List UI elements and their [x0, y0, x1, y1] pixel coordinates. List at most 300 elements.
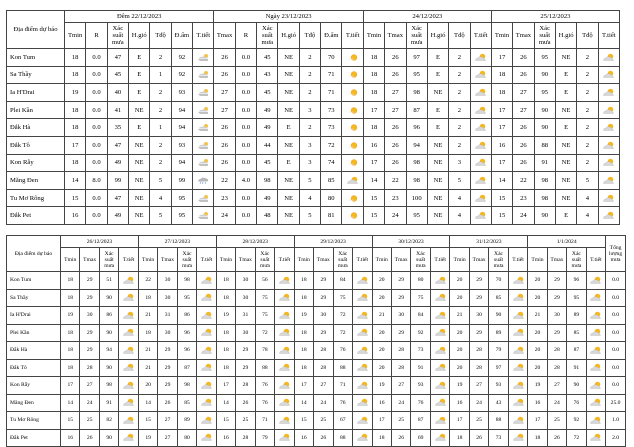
value-cell: 19: [138, 429, 157, 447]
value-cell: 88: [534, 136, 555, 154]
location-name: Đắk Pet: [7, 207, 65, 225]
value-cell: 0.0: [235, 84, 256, 102]
value-cell: NE: [278, 189, 299, 207]
column-header: Xác suất mưa: [567, 248, 586, 272]
value-cell: 73: [411, 342, 430, 360]
location-name: Sa Thầy: [7, 66, 65, 84]
value-cell: 25: [314, 412, 333, 430]
total-rain-cell: 0.0: [606, 307, 626, 325]
weather-cell: [470, 136, 491, 154]
weather-cell: [470, 189, 491, 207]
value-cell: 0.0: [86, 49, 107, 67]
weather-cell: [119, 324, 138, 342]
value-cell: NE: [427, 207, 448, 225]
value-cell: 72: [567, 429, 586, 447]
value-cell: 30: [158, 324, 177, 342]
column-header: Xác suất mưa: [489, 248, 508, 272]
value-cell: 94: [406, 136, 427, 154]
value-cell: 4: [449, 207, 470, 225]
value-cell: 26: [391, 429, 410, 447]
fog-icon: [196, 71, 211, 78]
column-header: H.gió: [555, 23, 576, 49]
value-cell: 1: [150, 66, 171, 84]
table-row: [7, 136, 620, 154]
value-cell: 18: [65, 49, 86, 67]
value-cell: 99: [107, 172, 128, 190]
value-cell: NE: [129, 207, 150, 225]
weather-cell: [275, 324, 294, 342]
weather-cell: [586, 289, 605, 307]
cloud-sun-icon: [277, 313, 292, 319]
column-header: Xác suất mưa: [177, 248, 196, 272]
value-cell: 20: [450, 359, 469, 377]
weather-cell: [430, 412, 449, 430]
value-cell: 96: [567, 272, 586, 290]
cloud-sun-icon: [511, 365, 526, 371]
value-cell: 18: [372, 429, 391, 447]
value-cell: 85: [489, 289, 508, 307]
column-header: T.tiết: [598, 23, 619, 49]
cloud-sun-icon: [277, 348, 292, 354]
value-cell: 24: [547, 394, 566, 412]
column-header: H.gió: [129, 23, 150, 49]
location-name: Sa Thầy: [7, 289, 61, 307]
cloud-sun-icon: [473, 195, 488, 202]
value-cell: 2: [449, 84, 470, 102]
value-cell: 17: [491, 49, 512, 67]
weather-cell: [598, 172, 619, 190]
value-cell: 76: [255, 394, 274, 412]
weather-cell: [197, 412, 216, 430]
cloud-sun-icon: [473, 71, 488, 78]
weather-cell: [586, 359, 605, 377]
value-cell: 18: [363, 66, 384, 84]
value-cell: NE: [555, 49, 576, 67]
value-cell: 2: [449, 119, 470, 137]
value-cell: 29: [391, 289, 410, 307]
value-cell: 28: [547, 342, 566, 360]
cloud-sun-icon: [199, 435, 214, 441]
value-cell: 5: [299, 172, 320, 190]
value-cell: 15: [363, 207, 384, 225]
value-cell: 25: [469, 412, 488, 430]
cloud-sun-icon: [601, 89, 616, 96]
cloud-sun-icon: [473, 89, 488, 96]
value-cell: 75: [333, 289, 352, 307]
cloud-sun-icon: [473, 159, 488, 166]
sun-icon: [345, 212, 360, 219]
cloud-sun-icon: [355, 313, 370, 319]
value-cell: 56: [255, 272, 274, 290]
weather-cell: [353, 359, 372, 377]
column-header: Tmax: [80, 248, 99, 272]
cloud-sun-icon: [511, 383, 526, 389]
value-cell: 18: [363, 84, 384, 102]
column-header: Xác suất mưa: [534, 23, 555, 49]
column-header: Tmax: [236, 248, 255, 272]
value-cell: 27: [385, 84, 406, 102]
column-header: Tmax: [391, 248, 410, 272]
column-header: Xác suất mưa: [411, 248, 430, 272]
value-cell: 90: [534, 119, 555, 137]
cloud-sun-icon: [433, 418, 448, 424]
value-cell: 21: [138, 307, 157, 325]
weather-cell: [508, 307, 527, 325]
table-row: [7, 119, 620, 137]
value-cell: 18: [528, 429, 547, 447]
value-cell: 2: [150, 136, 171, 154]
value-cell: 29: [314, 324, 333, 342]
value-cell: 95: [534, 84, 555, 102]
location-name: Plei Kần: [7, 101, 65, 119]
cloud-sun-icon: [433, 313, 448, 319]
cloud-sun-icon: [473, 54, 488, 61]
value-cell: 87: [406, 101, 427, 119]
cloud-sun-icon: [433, 348, 448, 354]
value-cell: 44: [257, 136, 278, 154]
value-cell: 98: [406, 172, 427, 190]
value-cell: 76: [255, 377, 274, 395]
value-cell: 15: [491, 207, 512, 225]
value-cell: 15: [294, 412, 313, 430]
weather-cell: [193, 119, 214, 137]
value-cell: 28: [469, 342, 488, 360]
value-cell: 20: [138, 377, 157, 395]
total-rain-cell: 1.0: [606, 412, 626, 430]
value-cell: 28: [236, 377, 255, 395]
cloud-sun-icon: [199, 365, 214, 371]
cloud-sun-icon: [511, 278, 526, 284]
cloud-sun-icon: [121, 400, 136, 406]
value-cell: 27: [469, 377, 488, 395]
value-cell: NE: [555, 101, 576, 119]
value-cell: 18: [138, 324, 157, 342]
column-header: Tmin: [294, 248, 313, 272]
value-cell: 20: [528, 359, 547, 377]
value-cell: 45: [257, 49, 278, 67]
location-name: Tu Mơ Rông: [7, 189, 65, 207]
location-name: Kon Rẫy: [7, 377, 61, 395]
cloud-sun-icon: [511, 313, 526, 319]
value-cell: 18: [216, 272, 235, 290]
value-cell: E: [278, 154, 299, 172]
cloud-sun-icon: [355, 435, 370, 441]
weather-cell: [342, 154, 363, 172]
column-header: Tđộ: [449, 23, 470, 49]
fog-icon: [196, 212, 211, 219]
weather-cell: [598, 49, 619, 67]
cloud-sun-icon: [601, 71, 616, 78]
weather-cell: [193, 136, 214, 154]
cloud-sun-icon: [277, 418, 292, 424]
weather-cell: [598, 154, 619, 172]
value-cell: 29: [158, 342, 177, 360]
cloud-sun-icon: [277, 383, 292, 389]
value-cell: 16: [65, 207, 86, 225]
value-cell: 98: [99, 377, 118, 395]
value-cell: 24: [214, 207, 235, 225]
value-cell: 24: [391, 394, 410, 412]
weather-cell: [508, 412, 527, 430]
weather-cell: [275, 272, 294, 290]
weather-cell: [353, 272, 372, 290]
weather-cell: [275, 342, 294, 360]
cloud-sun-icon: [121, 435, 136, 441]
column-header: T.tiết: [470, 23, 491, 49]
cloud-sun-icon: [433, 400, 448, 406]
value-cell: 90: [99, 324, 118, 342]
table-row: [7, 359, 626, 377]
table-row: [7, 412, 626, 430]
value-cell: 88: [333, 429, 352, 447]
column-header: T.tiết: [586, 248, 605, 272]
value-cell: NE: [427, 154, 448, 172]
weather-cell: [119, 359, 138, 377]
value-cell: 14: [363, 172, 384, 190]
value-cell: 30: [391, 307, 410, 325]
value-cell: 16: [528, 394, 547, 412]
group-header-2: 24/12/2023: [363, 11, 491, 23]
total-rain-cell: 0.0: [606, 289, 626, 307]
value-cell: 94: [99, 342, 118, 360]
cloud-sun-icon: [121, 418, 136, 424]
weather-cell: [197, 307, 216, 325]
cloud-sun-icon: [355, 365, 370, 371]
value-cell: 2: [150, 84, 171, 102]
value-cell: 95: [534, 49, 555, 67]
weather-cell: [353, 412, 372, 430]
cloud-sun-icon: [601, 107, 616, 114]
value-cell: 26: [214, 49, 235, 67]
value-cell: 20: [372, 359, 391, 377]
value-cell: 75: [255, 289, 274, 307]
value-cell: 91: [99, 394, 118, 412]
value-cell: 18: [216, 289, 235, 307]
location-name: Đắk Pet: [7, 429, 61, 447]
column-header: Đ.ẩm: [171, 23, 192, 49]
value-cell: 76: [333, 394, 352, 412]
value-cell: 2: [299, 119, 320, 137]
value-cell: 29: [236, 342, 255, 360]
cloud-sun-icon: [277, 435, 292, 441]
value-cell: 69: [411, 429, 430, 447]
value-cell: 3: [299, 101, 320, 119]
value-cell: 49: [107, 154, 128, 172]
value-cell: 94: [171, 154, 192, 172]
value-cell: 28: [391, 359, 410, 377]
value-cell: 18: [65, 119, 86, 137]
weather-cell: [430, 272, 449, 290]
cloud-sun-icon: [473, 142, 488, 149]
value-cell: 90: [99, 359, 118, 377]
cloud-sun-icon: [433, 365, 448, 371]
value-cell: 91: [534, 154, 555, 172]
value-cell: 79: [489, 342, 508, 360]
value-cell: 29: [80, 272, 99, 290]
weather-cell: [586, 342, 605, 360]
cloud-sun-icon: [433, 435, 448, 441]
value-cell: 21: [372, 307, 391, 325]
value-cell: 18: [138, 289, 157, 307]
value-cell: 2: [577, 101, 598, 119]
value-cell: 19: [372, 377, 391, 395]
total-rain-cell: 0.0: [606, 377, 626, 395]
value-cell: 26: [513, 119, 534, 137]
value-cell: 26: [469, 429, 488, 447]
value-cell: 8.0: [86, 172, 107, 190]
weather-cell: [430, 307, 449, 325]
value-cell: 16: [61, 429, 80, 447]
cloud-sun-icon: [473, 212, 488, 219]
value-cell: 92: [171, 49, 192, 67]
value-cell: 24: [385, 207, 406, 225]
location-name: Kon Rẫy: [7, 154, 65, 172]
value-cell: 2: [577, 84, 598, 102]
value-cell: 89: [489, 324, 508, 342]
value-cell: 49: [257, 189, 278, 207]
location-name: Măng Đen: [7, 172, 65, 190]
cloud-sun-icon: [473, 124, 488, 131]
weather-cell: [197, 342, 216, 360]
value-cell: 1: [150, 119, 171, 137]
cloud-sun-icon: [199, 313, 214, 319]
value-cell: 95: [171, 207, 192, 225]
value-cell: 26: [236, 394, 255, 412]
value-cell: 94: [171, 101, 192, 119]
weather-cell: [342, 84, 363, 102]
value-cell: 90: [99, 289, 118, 307]
weather-cell: [430, 359, 449, 377]
value-cell: 24: [513, 207, 534, 225]
weather-cell: [193, 207, 214, 225]
weather-cell: [342, 119, 363, 137]
cloud-sun-icon: [588, 400, 603, 406]
weather-cell: [275, 394, 294, 412]
value-cell: 0.0: [235, 189, 256, 207]
value-cell: 5: [299, 207, 320, 225]
value-cell: 26: [513, 66, 534, 84]
value-cell: 17: [491, 101, 512, 119]
weather-cell: [193, 189, 214, 207]
cloud-sun-icon: [277, 278, 292, 284]
sun-icon: [345, 142, 360, 149]
value-cell: 72: [333, 324, 352, 342]
value-cell: 22: [513, 172, 534, 190]
weather-cell: [197, 394, 216, 412]
value-cell: 15: [491, 189, 512, 207]
value-cell: 19: [450, 377, 469, 395]
column-header: T.tiết: [353, 248, 372, 272]
table-row: [7, 207, 620, 225]
value-cell: 49: [107, 207, 128, 225]
value-cell: 79: [255, 429, 274, 447]
weather-cell: [342, 189, 363, 207]
column-header: Xác suất mưa: [406, 23, 427, 49]
fog-icon: [196, 89, 211, 96]
cloud-sun-icon: [277, 365, 292, 371]
value-cell: 0.0: [235, 119, 256, 137]
value-cell: 88: [255, 359, 274, 377]
value-cell: 0.0: [86, 84, 107, 102]
table-row: [7, 49, 620, 67]
cloud-sun-icon: [511, 418, 526, 424]
value-cell: 82: [99, 412, 118, 430]
cloud-sun-icon: [511, 435, 526, 441]
cloud-sun-icon: [345, 177, 360, 184]
value-cell: 2: [449, 101, 470, 119]
value-cell: 0.0: [86, 189, 107, 207]
value-cell: 76: [411, 394, 430, 412]
value-cell: 47: [107, 49, 128, 67]
total-rain-cell: 25.0: [606, 394, 626, 412]
weather-cell: [193, 66, 214, 84]
value-cell: NE: [129, 101, 150, 119]
value-cell: 90: [534, 66, 555, 84]
value-cell: 29: [547, 272, 566, 290]
value-cell: 5: [150, 207, 171, 225]
column-header: Tmin: [372, 248, 391, 272]
value-cell: 90: [534, 207, 555, 225]
value-cell: 87: [567, 342, 586, 360]
column-header: Đ.ẩm: [321, 23, 342, 49]
cloud-sun-icon: [601, 177, 616, 184]
value-cell: 18: [61, 342, 80, 360]
value-cell: 18: [294, 289, 313, 307]
value-cell: 0.0: [86, 66, 107, 84]
cloud-sun-icon: [588, 435, 603, 441]
weather-cell: [470, 101, 491, 119]
fog-icon: [196, 54, 211, 61]
forecast-table-1: [6, 10, 620, 225]
value-cell: 87: [177, 359, 196, 377]
value-cell: NE: [555, 136, 576, 154]
value-cell: 30: [547, 307, 566, 325]
value-cell: 18: [491, 84, 512, 102]
value-cell: 3: [299, 154, 320, 172]
table-row: [7, 307, 626, 325]
weather-cell: [508, 342, 527, 360]
value-cell: 72: [255, 324, 274, 342]
value-cell: 98: [257, 172, 278, 190]
value-cell: 16: [372, 394, 391, 412]
value-cell: NE: [278, 66, 299, 84]
value-cell: 84: [411, 307, 430, 325]
value-cell: 76: [333, 342, 352, 360]
weather-cell: [119, 377, 138, 395]
cloud-sun-icon: [511, 400, 526, 406]
value-cell: 21: [528, 307, 547, 325]
location-name: Măng Đen: [7, 394, 61, 412]
column-header: Tmin: [363, 23, 384, 49]
value-cell: 85: [321, 172, 342, 190]
column-header: Tđộ: [577, 23, 598, 49]
value-cell: 86: [177, 307, 196, 325]
cloud-sun-icon: [601, 195, 616, 202]
value-cell: 94: [171, 119, 192, 137]
table-row: [7, 172, 620, 190]
value-cell: 29: [80, 342, 99, 360]
value-cell: 45: [257, 154, 278, 172]
value-cell: 73: [489, 429, 508, 447]
cloud-sun-icon: [601, 54, 616, 61]
value-cell: 5: [150, 172, 171, 190]
weather-cell: [430, 377, 449, 395]
location-name: Plei Kần: [7, 324, 61, 342]
location-name: Ia H'Drai: [7, 307, 61, 325]
group-header-3: 29/12/2023: [294, 236, 372, 248]
value-cell: 26: [547, 429, 566, 447]
weather-cell: [598, 119, 619, 137]
